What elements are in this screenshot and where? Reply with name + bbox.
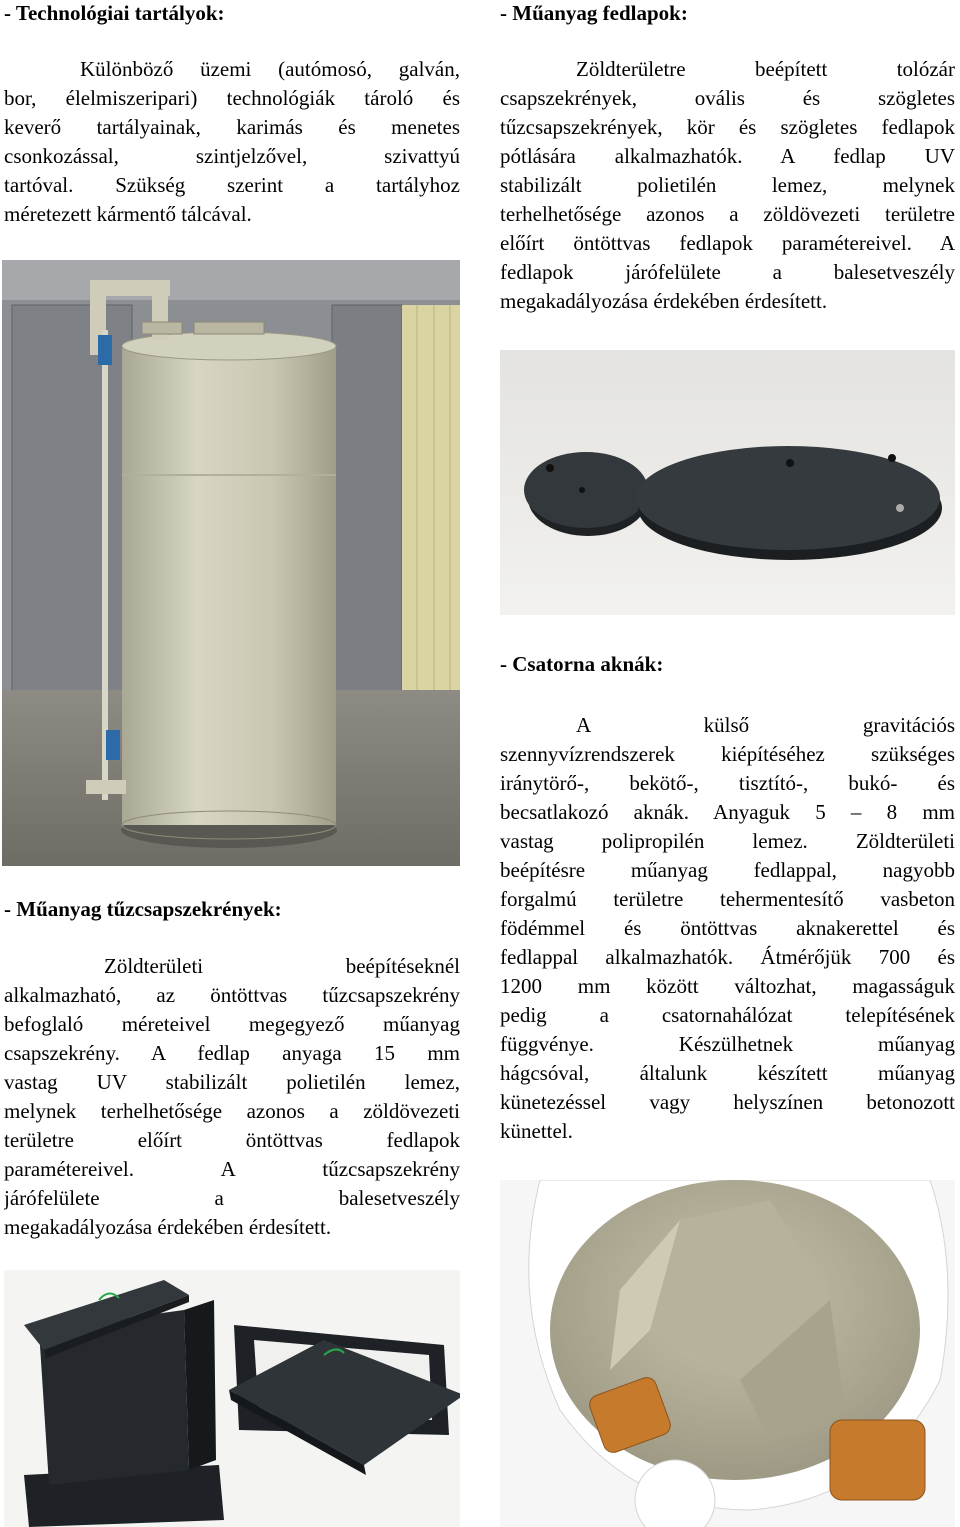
text-line: terhelhetősége azonos a zöldövezeti területre <box>500 202 955 226</box>
photo-sewer-manhole <box>500 1180 955 1527</box>
text-line: függvénye. Készülhetnek műanyag <box>500 1032 955 1056</box>
text-line: künetezéssel vagy helyszínen betonozott <box>500 1090 955 1114</box>
text-line: fedlappal alkalmazhatók. Átmérőjük 700 és <box>500 945 955 969</box>
text-line: paramétereivel. A tűzcsapszekrény <box>4 1157 460 1181</box>
heading-plastic-covers: - Műanyag fedlapok: <box>500 1 688 25</box>
text-line: vastag UV stabilizált polietilén lemez, <box>4 1070 460 1094</box>
paragraph-plastic-hydrant-boxes <box>4 952 460 1242</box>
text-line: csonkozással, szintjelzővel, szivattyú <box>4 144 460 168</box>
heading-technological-tanks: - Technológiai tartályok: <box>4 1 225 25</box>
text-line: beépítésre műanyag fedlappal, nagyobb <box>500 858 955 882</box>
text-line: pedig a csatornahálózat telepítésének <box>500 1003 955 1027</box>
text-line: melynek terhelhetősége azonos a zöldövezeti <box>4 1099 460 1123</box>
text-line: tűzcsapszekrények, kör és szögletes fedlapok <box>500 115 955 139</box>
text-line: Zöldterületi beépítéseknél <box>104 954 460 978</box>
text-line: megakadályozása érdekében érdesített. <box>4 1215 332 1239</box>
text-line: vastag polipropilén lemez. Zöldterületi <box>500 829 955 853</box>
text-line: bor, élelmiszeripari) technológiák tároló és <box>4 86 460 110</box>
text-line: csapszekrény. A fedlap anyaga 15 mm <box>4 1041 460 1065</box>
text-line: befoglaló méreteivel megegyező műanyag <box>4 1012 460 1036</box>
heading-plastic-hydrant-boxes: - Műanyag tűzcsapszekrények: <box>4 897 282 921</box>
text-line: iránytörő-, bekötő-, tisztító-, bukó- és <box>500 771 955 795</box>
text-line: szennyvízrendszerek kiépítéséhez szükséges <box>500 742 955 766</box>
paragraph-sewer-manholes <box>500 711 955 1146</box>
text-line: stabilizált polietilén lemez, melynek <box>500 173 955 197</box>
text-line: fedlapok járófelülete a balesetveszély <box>500 260 955 284</box>
text-line: tartóval. Szükség szerint a tartályhoz <box>4 173 460 197</box>
text-line: forgalmú területre tehermentesítő vasbeton <box>500 887 955 911</box>
text-line: künettel. <box>500 1119 573 1143</box>
photo-plastic-covers <box>500 350 955 615</box>
paragraph-plastic-covers <box>500 55 955 316</box>
heading-sewer-manholes: - Csatorna aknák: <box>500 652 664 676</box>
text-line: 1200 mm között változhat, magasságuk <box>500 974 955 998</box>
text-line: csapszekrények, ovális és szögletes <box>500 86 955 110</box>
photo-plastic-hydrant-boxes <box>4 1270 460 1527</box>
text-line: A külső gravitációs <box>576 713 955 737</box>
text-line: becsatlakozó aknák. Anyaguk 5 – 8 mm <box>500 800 955 824</box>
text-line: Különböző üzemi (autómosó, galván, <box>80 57 460 81</box>
text-line: előírt öntöttvas fedlapok paramétereivel. A <box>500 231 955 255</box>
text-line: Zöldterületre beépített tolózár <box>576 57 955 81</box>
text-line: alkalmazható, az öntöttvas tűzcsapszekrény <box>4 983 460 1007</box>
text-line: területre előírt öntöttvas fedlapok <box>4 1128 460 1152</box>
paragraph-technological-tanks <box>4 55 460 229</box>
text-line: hágcsóval, általunk készített műanyag <box>500 1061 955 1085</box>
text-line: keverő tartályainak, karimás és menetes <box>4 115 460 139</box>
text-line: pótlására alkalmazhatók. A fedlap UV <box>500 144 955 168</box>
text-line: födémmel és öntöttvas aknakerettel és <box>500 916 955 940</box>
text-line: járófelülete a balesetveszély <box>4 1186 460 1210</box>
photo-technological-tank <box>2 260 460 866</box>
text-line: megakadályozása érdekében érdesített. <box>500 289 828 313</box>
text-line: méretezett kármentő tálcával. <box>4 202 252 226</box>
